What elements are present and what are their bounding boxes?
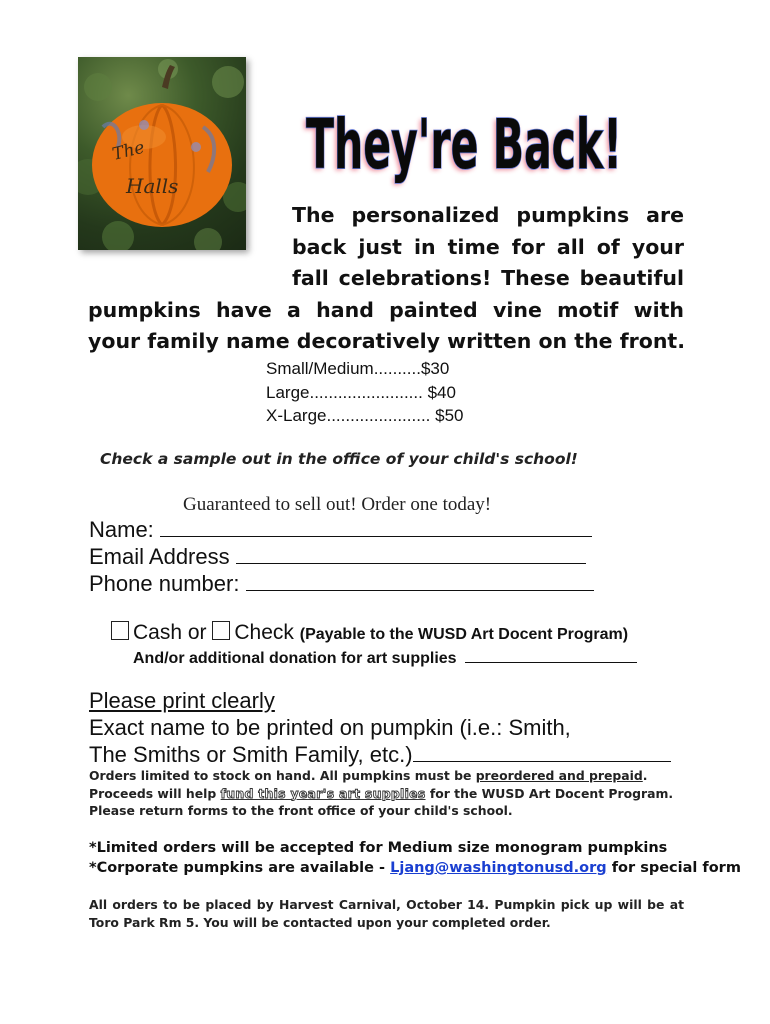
price-dots: ...................... — [326, 406, 431, 425]
headline — [300, 96, 630, 188]
cash-checkbox[interactable] — [111, 621, 129, 640]
svg-text:The: The — [110, 137, 147, 165]
check-label: Check — [234, 621, 300, 644]
donation-field[interactable] — [133, 648, 637, 668]
price-dots: .......... — [373, 359, 421, 378]
intro-line-3: fall celebrations! These beautiful — [292, 266, 684, 290]
note-corporate-post: for special form — [606, 860, 741, 876]
intro-line-5: your family name decoratively written on the front. — [88, 329, 686, 353]
email-field[interactable] — [89, 543, 586, 570]
name-label: Name: — [89, 517, 160, 542]
email-line[interactable] — [236, 543, 586, 564]
price-dots: ........................ — [309, 382, 423, 402]
preorder-text: preordered and prepaid — [475, 768, 643, 783]
price-size: X-Large — [266, 406, 327, 425]
intro-line-2: back just in time for all of your — [292, 234, 684, 259]
pumpkin-name-line[interactable] — [413, 741, 671, 762]
donation-line[interactable] — [465, 648, 637, 663]
notes — [89, 838, 741, 878]
guarantee-text: Guaranteed to sell out! Order one today! — [183, 494, 492, 515]
email-label: Email Address — [89, 544, 236, 569]
headline-text: They're Back! — [306, 105, 622, 185]
phone-field[interactable] — [89, 570, 594, 597]
price-row-large — [266, 381, 464, 405]
intro-line-1: The personalized pumpkins are — [292, 203, 684, 227]
price-row-x-large — [266, 404, 464, 428]
donation-label: And/or additional donation for art supplies — [133, 650, 457, 667]
orders-text-1: Orders limited to stock on hand. All pumpkins must be — [89, 768, 476, 783]
phone-line[interactable] — [246, 570, 594, 591]
intro-paragraph — [88, 200, 684, 358]
check-checkbox[interactable] — [212, 621, 230, 640]
print-line-2-row[interactable] — [89, 741, 671, 769]
price-value: $50 — [430, 406, 464, 425]
note-corporate — [89, 858, 741, 878]
cash-label: Cash or — [133, 621, 207, 644]
orders-text-2: . Proceeds will help — [89, 768, 648, 801]
orders-paragraph — [89, 767, 684, 820]
name-field[interactable] — [89, 516, 592, 543]
print-line-2: The Smiths or Smith Family, etc.) — [89, 742, 413, 767]
price-value: $30 — [420, 359, 450, 378]
payment-options — [111, 621, 628, 645]
price-row-small-medium — [266, 357, 464, 381]
fund-text: fund this year's art supplies — [220, 785, 426, 801]
phone-label: Phone number: — [89, 571, 246, 596]
email-link[interactable]: Ljang@washingtonusd.org — [390, 860, 607, 876]
note-corporate-pre: *Corporate pumpkins are available - — [89, 860, 391, 876]
sample-note: Check a sample out in the office of your child's school! — [100, 450, 578, 468]
price-value: $40 — [422, 382, 456, 402]
price-list — [266, 357, 464, 428]
orders-text-3: for the WUSD Art Docent Program. Please return forms to the front office of your child's school. — [89, 785, 674, 818]
intro-line-4: pumpkins have a hand painted vine motif with — [88, 297, 684, 322]
final-paragraph: All orders to be placed by Harvest Carnival, October 14. Pumpkin pick up will be at Toro Park Rm 5. You will be contacted upon your completed order. — [89, 897, 684, 930]
headline-glow: They're Back! — [304, 107, 620, 187]
print-section — [89, 688, 671, 769]
price-size: Large — [266, 382, 310, 402]
svg-text:Halls: Halls — [126, 174, 179, 198]
name-line[interactable] — [160, 516, 592, 537]
note-medium: *Limited orders will be accepted for Medium size monogram pumpkins — [89, 840, 668, 856]
print-heading: Please print clearly — [89, 688, 275, 713]
price-size: Small/Medium — [266, 359, 374, 378]
print-line-1: Exact name to be printed on pumpkin (i.e.: Smith, — [89, 714, 571, 740]
payable-note: (Payable to the WUSD Art Docent Program) — [299, 626, 629, 643]
